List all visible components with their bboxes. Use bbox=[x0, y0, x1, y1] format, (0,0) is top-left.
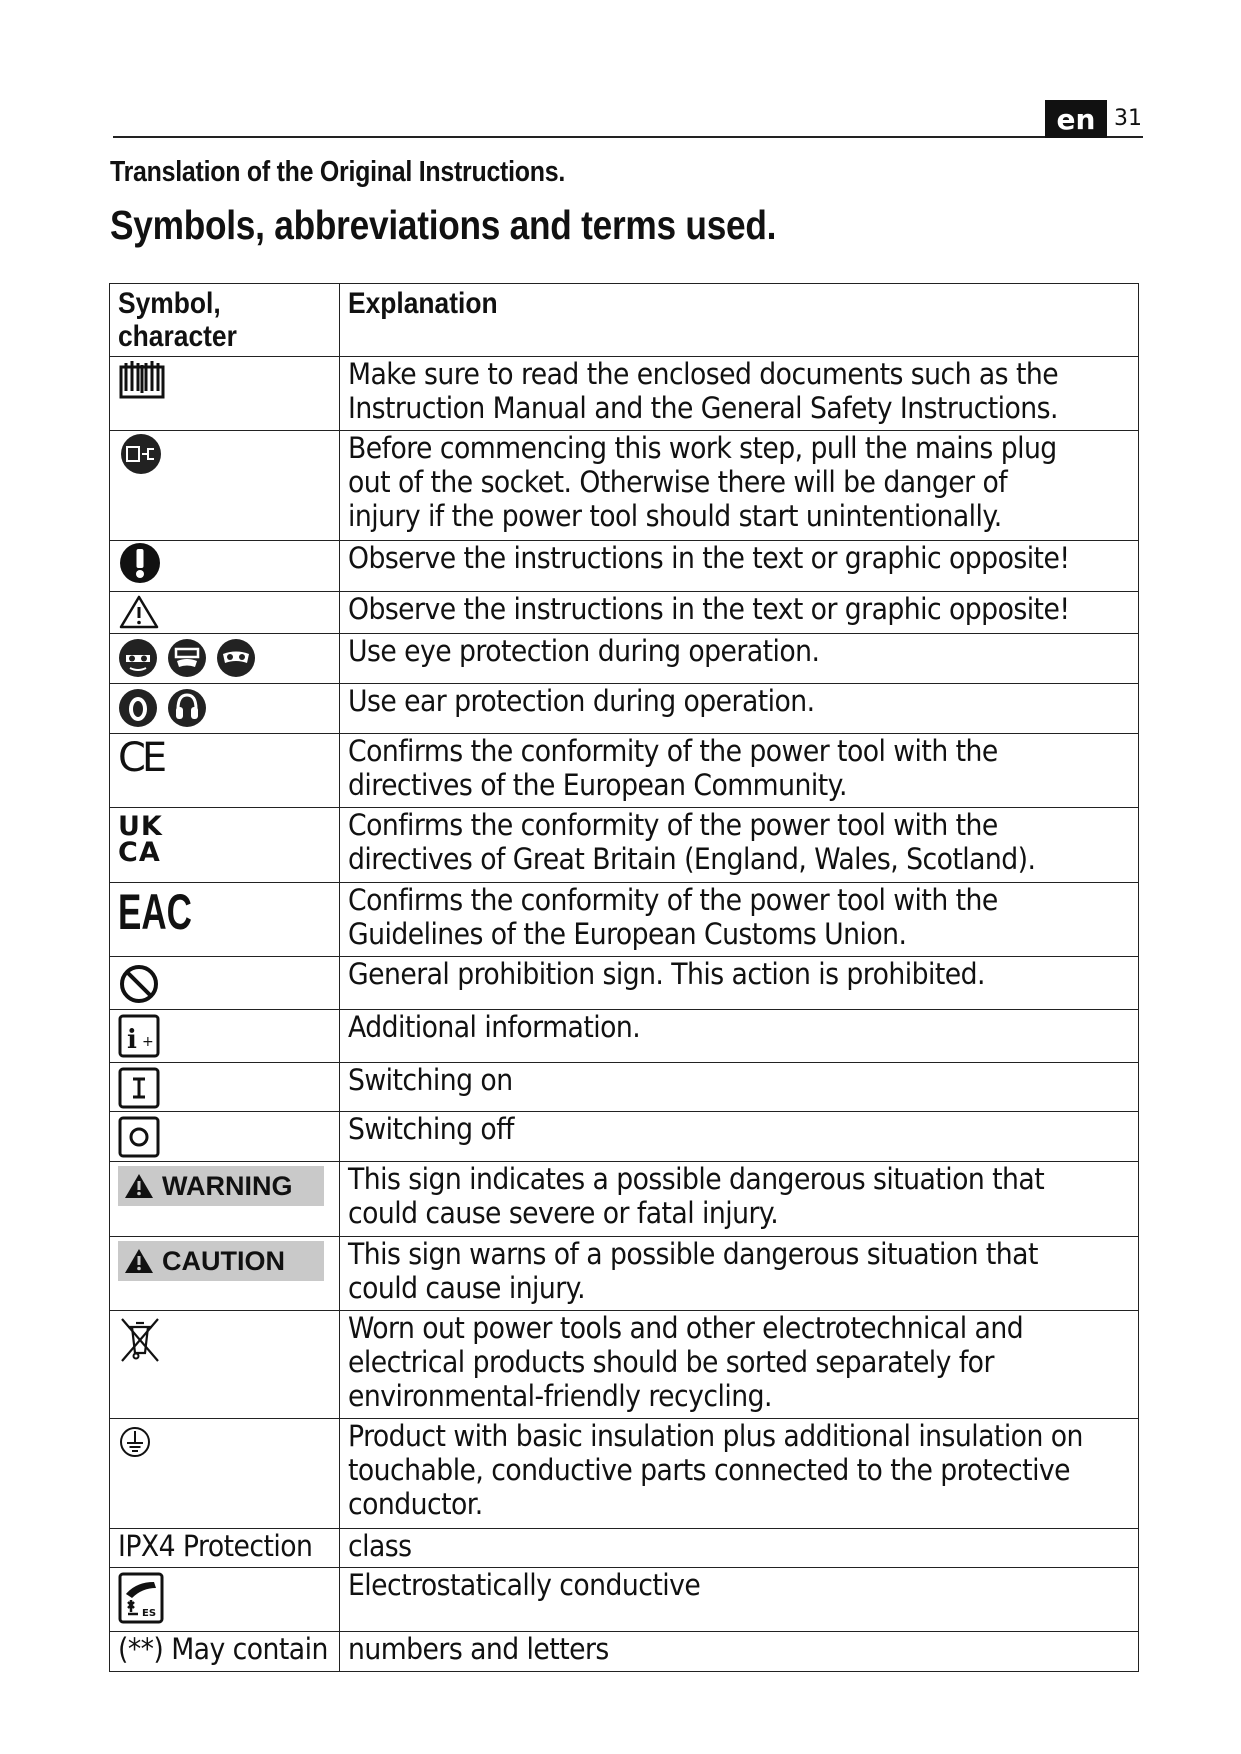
explanation-line: Use eye protection during operation. bbox=[348, 634, 820, 668]
explanation-line: Switching off bbox=[348, 1112, 514, 1146]
table-row bbox=[110, 957, 1139, 1010]
table-row bbox=[110, 1568, 1139, 1632]
explanation-line: Instruction Manual and the General Safety Instructions. bbox=[348, 391, 1058, 425]
explanation-line: Confirms the conformity of the power tool with the bbox=[348, 734, 998, 768]
explanation-line: Observe the instructions in the text or graphic opposite! bbox=[348, 541, 1070, 575]
table-row bbox=[110, 883, 1139, 957]
explanation-line: injury if the power tool should start unintentionally. bbox=[348, 499, 1002, 533]
table-row bbox=[110, 1311, 1139, 1419]
explanation-line: class bbox=[348, 1529, 412, 1563]
explanation-line: directives of the European Community. bbox=[348, 768, 847, 802]
footnote-left-text: (**) May contain bbox=[118, 1632, 328, 1666]
ear-protection-icons bbox=[118, 687, 210, 733]
explanation-line: This sign indicates a possible dangerous situation that bbox=[348, 1162, 1045, 1196]
eye-protection-icons bbox=[118, 637, 258, 683]
warning-triangle-icon bbox=[118, 594, 160, 630]
explanation-line: General prohibition sign. This action is prohibited. bbox=[348, 957, 985, 991]
table-row bbox=[110, 1237, 1139, 1311]
explanation-line: Guidelines of the European Customs Union. bbox=[348, 917, 907, 951]
warning-badge: WARNING bbox=[118, 1166, 324, 1206]
explanation-line: Before commencing this work step, pull the mains plug bbox=[348, 431, 1057, 465]
explanation-line: Confirms the conformity of the power tool with the bbox=[348, 883, 998, 917]
svg-text:+: + bbox=[142, 1034, 154, 1050]
unplug-icon bbox=[118, 431, 164, 477]
switch-on-icon bbox=[118, 1067, 160, 1109]
footnote-right-text: numbers and letters bbox=[348, 1632, 609, 1666]
eac-mark: EAC bbox=[118, 884, 192, 940]
explanation-line: Confirms the conformity of the power tool with the bbox=[348, 808, 998, 842]
table-row bbox=[110, 431, 1139, 541]
explanation-line: Make sure to read the enclosed documents such as the bbox=[348, 357, 1059, 391]
table-row bbox=[110, 1112, 1139, 1162]
table-row bbox=[110, 1063, 1139, 1112]
explanation-line: Product with basic insulation plus additional insulation on bbox=[348, 1419, 1083, 1453]
subtitle: Translation of the Original Instructions. bbox=[110, 156, 566, 188]
protective-earth-icon bbox=[118, 1425, 152, 1459]
svg-text:i: i bbox=[127, 1025, 137, 1055]
language-tab: en bbox=[1045, 100, 1107, 138]
page-title: Symbols, abbreviations and terms used. bbox=[110, 202, 777, 248]
table-row bbox=[110, 1632, 1139, 1672]
ipx-symbol-text: IPX4 Protection bbox=[118, 1529, 313, 1563]
table-row bbox=[110, 1162, 1139, 1237]
table-row bbox=[110, 1419, 1139, 1529]
table-row bbox=[110, 634, 1139, 684]
explanation-line: Worn out power tools and other electrotechnical and bbox=[348, 1311, 1024, 1345]
symbols-table bbox=[109, 283, 1139, 1672]
warning-triangle-icon bbox=[124, 1248, 154, 1274]
switch-off-icon bbox=[118, 1116, 160, 1158]
manual-book-icon bbox=[118, 357, 166, 401]
table-header-row bbox=[110, 284, 1139, 357]
caution-badge: CAUTION bbox=[118, 1241, 324, 1281]
table-row bbox=[110, 734, 1139, 808]
table-row bbox=[110, 1010, 1139, 1063]
col-header-symbol: Symbol, character bbox=[110, 284, 340, 357]
explanation-line: Electrostatically conductive bbox=[348, 1568, 701, 1602]
svg-text:ES: ES bbox=[142, 1608, 157, 1619]
explanation-line: could cause injury. bbox=[348, 1271, 586, 1305]
warning-triangle-icon bbox=[124, 1173, 154, 1199]
explanation-line: directives of Great Britain (England, Wales, Scotland). bbox=[348, 842, 1036, 876]
explanation-line: electrical products should be sorted separately for bbox=[348, 1345, 994, 1379]
explanation-line: could cause severe or fatal injury. bbox=[348, 1196, 779, 1230]
table-row bbox=[110, 684, 1139, 734]
prohibition-icon bbox=[118, 963, 160, 1005]
page-number: 31 bbox=[1114, 106, 1142, 131]
explanation-line: conductor. bbox=[348, 1487, 483, 1521]
col-header-explanation: Explanation bbox=[340, 284, 1139, 357]
ukca-mark: UK CA bbox=[118, 811, 163, 868]
table-row bbox=[110, 592, 1139, 634]
explanation-line: out of the socket. Otherwise there will be danger of bbox=[348, 465, 1008, 499]
table-row bbox=[110, 808, 1139, 883]
esd-icon bbox=[118, 1572, 164, 1624]
explanation-line: Additional information. bbox=[348, 1010, 641, 1044]
header-rule bbox=[113, 136, 1143, 138]
table-row bbox=[110, 1529, 1139, 1568]
explanation-line: This sign warns of a possible dangerous situation that bbox=[348, 1237, 1038, 1271]
explanation-line: environmental-friendly recycling. bbox=[348, 1379, 772, 1413]
info-icon bbox=[118, 1014, 160, 1058]
explanation-line: Switching on bbox=[348, 1063, 513, 1097]
weee-bin-icon bbox=[118, 1317, 162, 1363]
table-row bbox=[110, 541, 1139, 592]
explanation-line: Use ear protection during operation. bbox=[348, 684, 815, 718]
table-row bbox=[110, 357, 1139, 431]
explanation-line: touchable, conductive parts connected to the protective bbox=[348, 1453, 1071, 1487]
explanation-line: Observe the instructions in the text or graphic opposite! bbox=[348, 592, 1070, 626]
exclamation-icon bbox=[118, 541, 162, 585]
ce-mark: CE bbox=[118, 735, 164, 781]
